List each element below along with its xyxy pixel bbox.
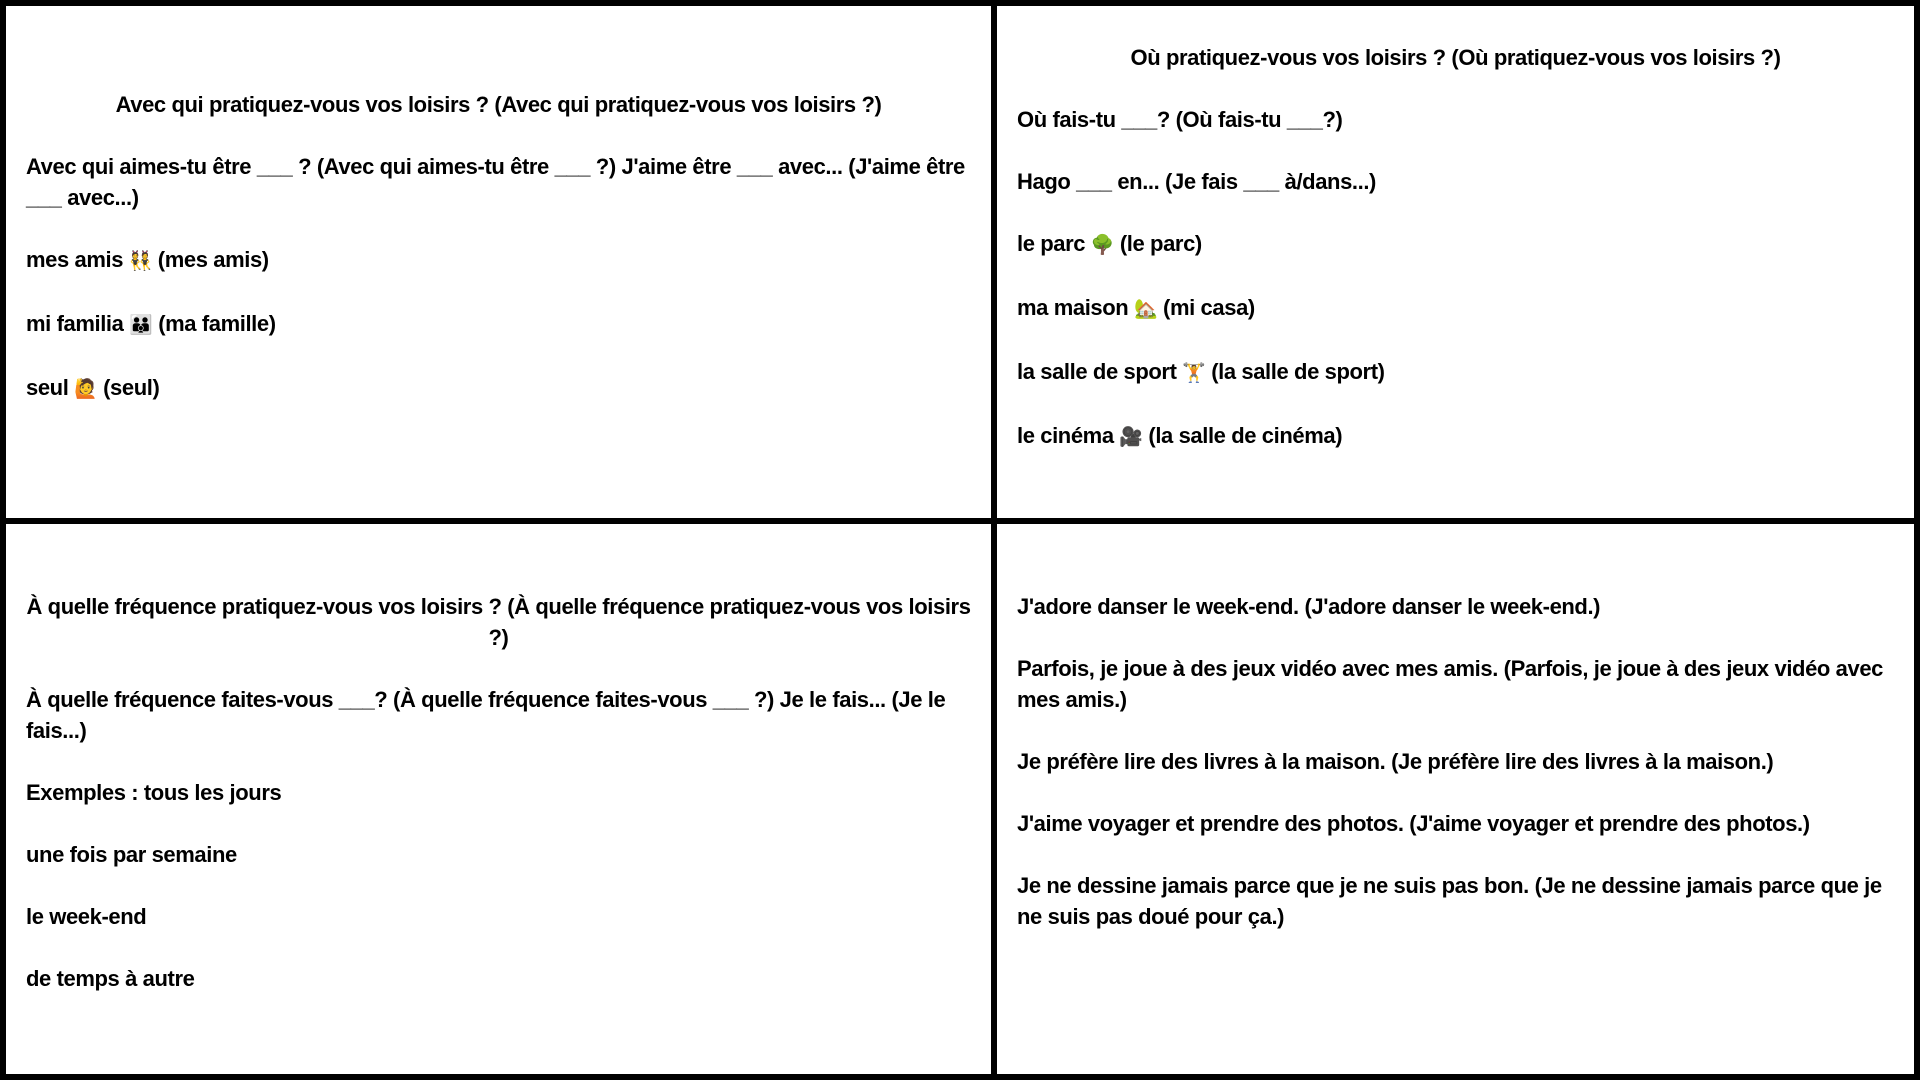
item-text: mes amis bbox=[26, 247, 124, 272]
example-sentence: J'aime voyager et prendre des photos. (J'aime voyager et prendre des photos.) bbox=[1017, 811, 1810, 836]
example-sentence: Je ne dessine jamais parce que je ne suis pas bon. (Je ne dessine jamais parce que je ne suis pas doué pour ça.) bbox=[1017, 873, 1882, 929]
list-item bbox=[1017, 292, 1894, 325]
house-icon: 🏡 bbox=[1134, 299, 1158, 320]
weightlifter-icon: 🏋 bbox=[1182, 363, 1206, 384]
item-translation: (le parc) bbox=[1119, 231, 1202, 256]
item-translation: (ma famille) bbox=[158, 311, 276, 336]
item-text: ma maison bbox=[1017, 295, 1129, 320]
list-item bbox=[26, 244, 971, 277]
item-text: la salle de sport bbox=[1017, 359, 1177, 384]
list-item: Exemples : tous les jours bbox=[26, 780, 282, 805]
item-text: mi familia bbox=[26, 311, 124, 336]
question-line: Avec qui aimes-tu être ___ ? (Avec qui aimes-tu être ___ ?) J'aime être ___ avec... (J'aime être ___ avec...) bbox=[26, 154, 965, 210]
panel-title: Avec qui pratiquez-vous vos loisirs ? (Avec qui pratiquez-vous vos loisirs ?) bbox=[115, 92, 882, 117]
friends-icon: 👯 bbox=[128, 251, 153, 272]
answer-line: Hago ___ en... (Je fais ___ à/dans...) bbox=[1017, 169, 1376, 194]
item-text: seul bbox=[26, 375, 69, 400]
question-line: À quelle fréquence faites-vous ___? (À quelle fréquence faites-vous ___ ?) Je le fais... (Je le fais...) bbox=[26, 687, 946, 743]
item-translation: (seul) bbox=[103, 375, 160, 400]
panel-where bbox=[997, 6, 1914, 518]
item-translation: (mes amis) bbox=[157, 247, 269, 272]
list-item bbox=[26, 372, 971, 405]
list-item: de temps à autre bbox=[26, 966, 195, 991]
item-translation: (la salle de sport) bbox=[1211, 359, 1385, 384]
question-line: Où fais-tu ___? (Où fais-tu ___?) bbox=[1017, 107, 1343, 132]
item-translation: (la salle de cinéma) bbox=[1148, 423, 1343, 448]
panel-frequency bbox=[6, 524, 991, 1074]
person-raising-hand-icon: 🙋 bbox=[74, 379, 98, 400]
item-text: le cinéma bbox=[1017, 423, 1114, 448]
item-text: le parc bbox=[1017, 231, 1086, 256]
panel-with-whom bbox=[6, 6, 991, 518]
list-item bbox=[1017, 420, 1894, 453]
panel-title: À quelle fréquence pratiquez-vous vos loisirs ? (À quelle fréquence pratiquez-vous vos loisirs ?) bbox=[26, 594, 971, 650]
slide-grid bbox=[6, 6, 1914, 1074]
panel-title: Où pratiquez-vous vos loisirs ? (Où pratiquez-vous vos loisirs ?) bbox=[1130, 45, 1781, 70]
movie-camera-icon: 🎥 bbox=[1119, 427, 1143, 448]
tree-icon: 🌳 bbox=[1090, 235, 1115, 256]
example-sentence: Parfois, je joue à des jeux vidéo avec mes amis. (Parfois, je joue à des jeux vidéo avec mes amis.) bbox=[1017, 656, 1883, 712]
list-item bbox=[26, 308, 971, 341]
item-translation: (mi casa) bbox=[1163, 295, 1255, 320]
list-item bbox=[1017, 228, 1894, 261]
panel-examples bbox=[997, 524, 1914, 1074]
example-sentence: J'adore danser le week-end. (J'adore danser le week-end.) bbox=[1017, 594, 1601, 619]
list-item: le week-end bbox=[26, 904, 147, 929]
list-item bbox=[1017, 356, 1894, 389]
example-sentence: Je préfère lire des livres à la maison. (Je préfère lire des livres à la maison.) bbox=[1017, 749, 1774, 774]
list-item: une fois par semaine bbox=[26, 842, 237, 867]
family-icon: 👪 bbox=[129, 315, 153, 336]
